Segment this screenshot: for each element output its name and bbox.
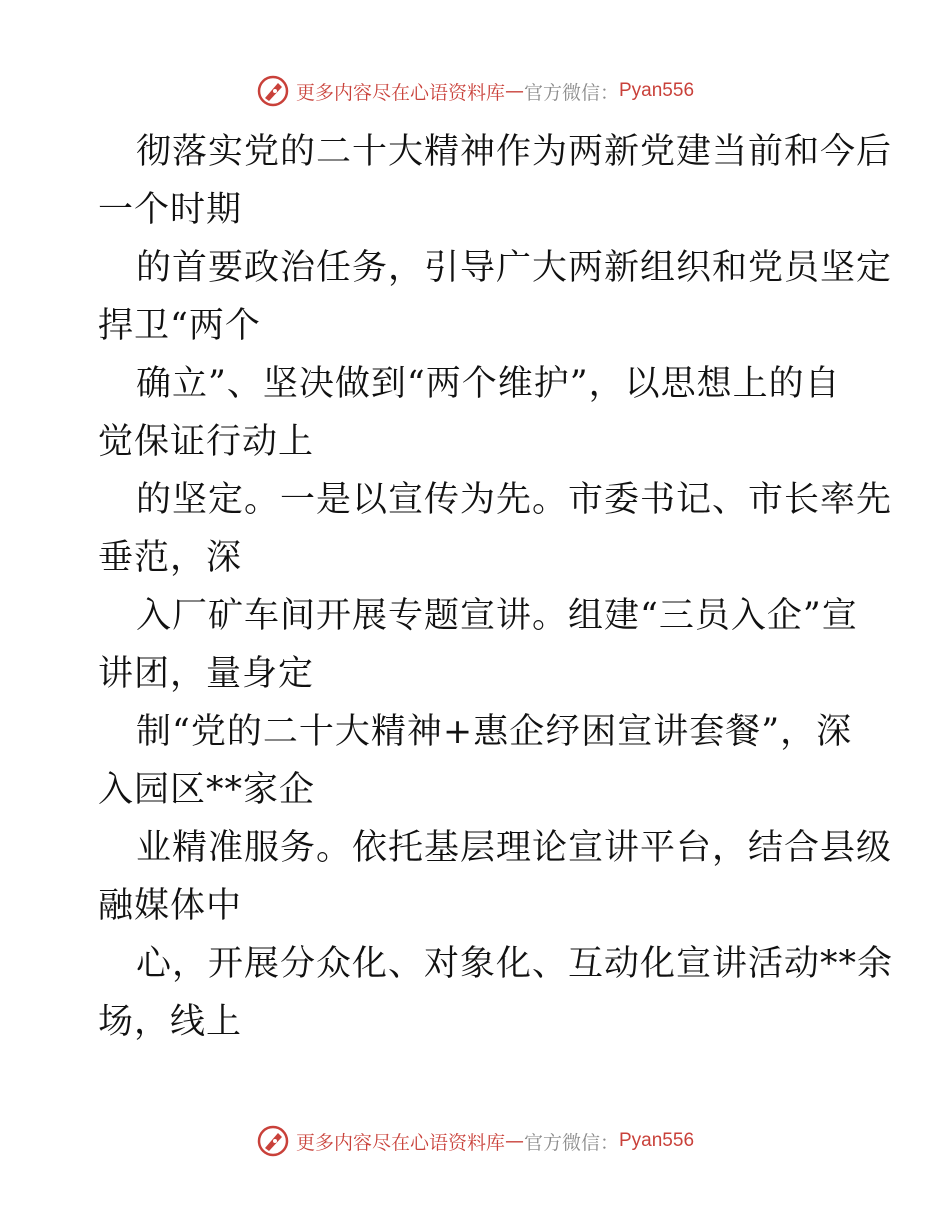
text-line: 垂范，深 — [98, 538, 243, 578]
text-line: 入厂矿车间开展专题宣讲。组建“三员入企”宣 — [136, 596, 858, 636]
banner-dash: — — [504, 1130, 524, 1152]
text-line: 彻落实党的二十大精神作为两新党建当前和今后 — [136, 132, 893, 172]
banner-wechat-id: Pyan556 — [619, 1130, 695, 1151]
text-line: 场，线上 — [98, 1002, 243, 1042]
text-line: 心，开展分众化、对象化、互动化宣讲活动**余 — [136, 944, 894, 984]
banner-dash: — — [504, 80, 524, 102]
text-line: 的坚定。一是以宣传为先。市委书记、市长率先 — [136, 480, 893, 520]
banner-wechat-id: Pyan556 — [619, 80, 695, 101]
footer-watermark-banner — [0, 1124, 950, 1158]
text-line: 讲团，量身定 — [98, 654, 315, 694]
text-line: 一个时期 — [98, 190, 243, 230]
text-line: 业精准服务。依托基层理论宣讲平台，结合县级 — [136, 828, 893, 868]
pen-nib-logo-icon — [256, 1124, 290, 1158]
text-line: 的首要政治任务，引导广大两新组织和党员坚定 — [136, 248, 893, 288]
banner-wechat-label: 官方微信： — [523, 81, 619, 104]
text-line: 确立”、坚决做到“两个维护”，以思想上的自 — [136, 364, 841, 404]
pen-nib-logo-icon — [256, 74, 290, 108]
text-line: 入园区**家企 — [98, 770, 316, 810]
header-watermark-banner — [0, 74, 950, 108]
banner-site-text: 更多内容尽在心语资料库 — [295, 1131, 505, 1154]
text-line: 觉保证行动上 — [98, 422, 315, 462]
banner-wechat-label: 官方微信： — [523, 1131, 619, 1154]
text-line: 融媒体中 — [98, 886, 243, 926]
text-line: 捍卫“两个 — [98, 306, 261, 346]
banner-site-text: 更多内容尽在心语资料库 — [295, 81, 505, 104]
text-line: 制“党的二十大精神+惠企纾困宣讲套餐”，深 — [136, 712, 853, 752]
